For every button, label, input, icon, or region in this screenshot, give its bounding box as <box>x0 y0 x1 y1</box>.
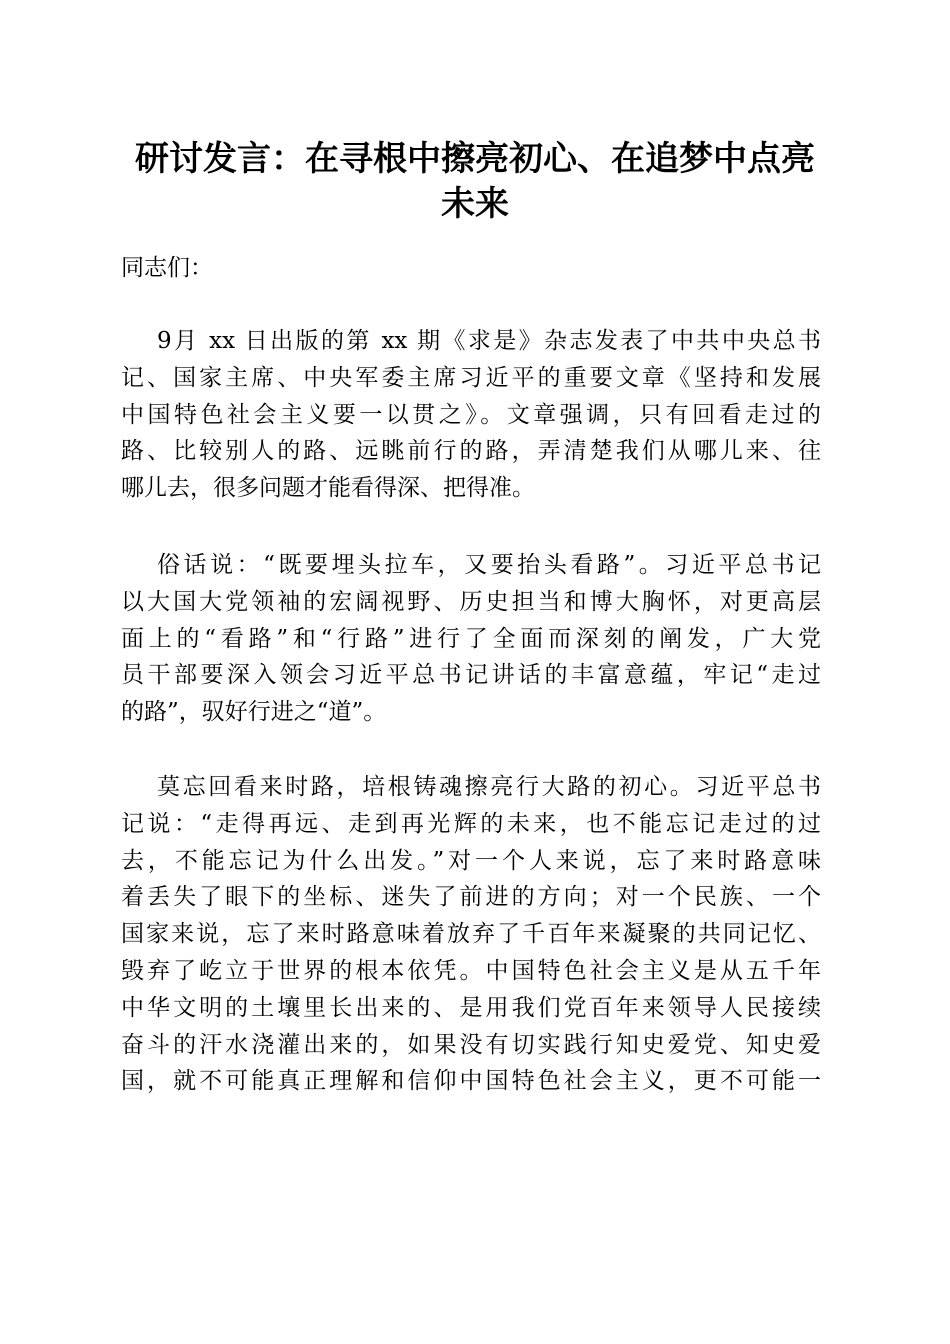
title-line-2: 未来 <box>441 184 509 224</box>
title-line-1: 研讨发言：在寻根中擦亮初心、在追梦中点亮 <box>135 139 815 179</box>
paragraph-line: 奋斗的汗水浇灌出来的，如果没有切实践行知史爱党、知史爱 <box>121 1031 821 1058</box>
paragraph-line: 哪儿去，很多问题才能看得深、把得准。 <box>121 475 535 502</box>
salutation-text: 同志们： <box>121 255 213 281</box>
paragraph-line: 毁弃了屹立于世界的根本依凭。中国特色社会主义是从五千年 <box>121 957 821 984</box>
paragraph-3 <box>121 769 821 1100</box>
document-title <box>100 137 850 227</box>
paragraph-line: 路、比较别人的路、远眺前行的路，弄清楚我们从哪儿来、往 <box>121 438 821 465</box>
paragraph-line: 以大国大党领袖的宏阔视野、历史担当和博大胸怀，对更高层 <box>121 588 821 615</box>
paragraph-line: 国，就不可能真正理解和信仰中国特色社会主义，更不可能一 <box>121 1068 821 1095</box>
paragraph-1 <box>121 323 821 507</box>
paragraph-2 <box>121 547 821 731</box>
paragraph-line: 俗话说：“既要埋头拉车，又要抬头看路”。习近平总书记 <box>157 552 821 578</box>
paragraph-line: 记、国家主席、中央军委主席习近平的重要文章《坚持和发展 <box>121 364 821 391</box>
paragraph-line: 中国特色社会主义要一以贯之》。文章强调，只有回看走过的 <box>121 401 821 428</box>
paragraph-line: 去，不能忘记为什么出发。”对一个人来说，忘了来时路意味 <box>121 847 821 874</box>
paragraph-line: 面上的“看路”和“行路”进行了全面而深刻的阐发，广大党 <box>121 625 821 652</box>
paragraph-line: 国家来说，忘了来时路意味着放弃了千百年来凝聚的共同记忆、 <box>121 921 821 948</box>
paragraph-line: 的路”，驭好行进之“道”。 <box>121 699 387 726</box>
paragraph-line: 9月 xx 日出版的第 xx 期《求是》杂志发表了中共中央总书 <box>157 328 821 354</box>
salutation <box>121 250 821 287</box>
paragraph-line: 着丢失了眼下的坐标、迷失了前进的方向；对一个民族、一个 <box>121 884 821 911</box>
paragraph-line: 中华文明的土壤里长出来的、是用我们党百年来领导人民接续 <box>121 994 821 1021</box>
paragraph-line: 莫忘回看来时路，培根铸魂擦亮行大路的初心。习近平总书 <box>157 774 821 800</box>
paragraph-line: 员干部要深入领会习近平总书记讲话的丰富意蕴，牢记“走过 <box>121 662 821 689</box>
paragraph-line: 记说：“走得再远、走到再光辉的未来，也不能忘记走过的过 <box>121 810 821 837</box>
